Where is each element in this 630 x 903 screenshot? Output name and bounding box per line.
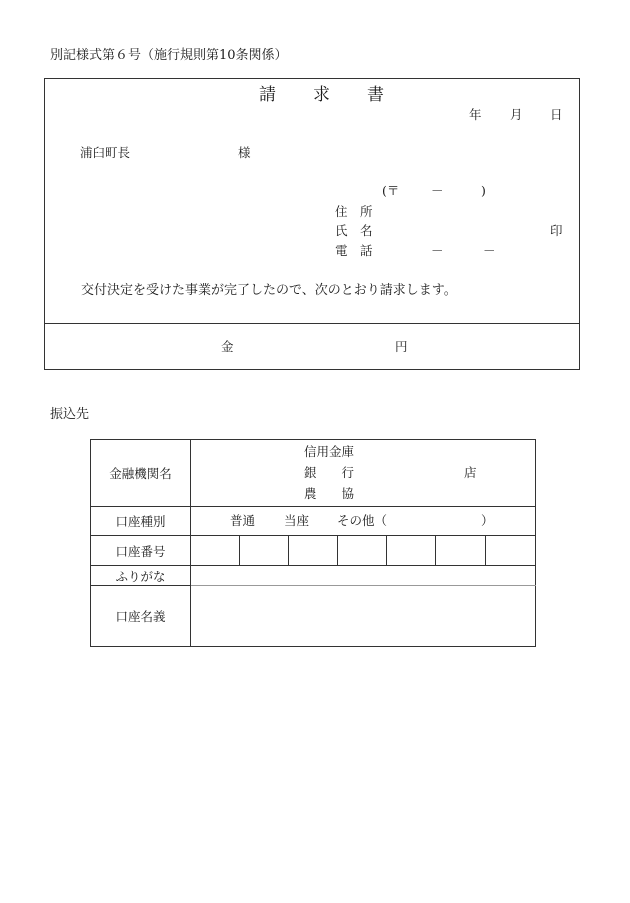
account-number-row bbox=[91, 536, 536, 566]
bank-account-table bbox=[90, 439, 536, 647]
date-month-field[interactable]: 月 bbox=[510, 107, 523, 122]
account-type-other[interactable]: その他（ bbox=[337, 513, 388, 528]
institution-type-agri: 農 協 bbox=[304, 486, 355, 501]
address-label: 住 所 bbox=[335, 204, 373, 219]
request-form-box bbox=[44, 78, 580, 370]
title-char-1: 請 bbox=[259, 85, 276, 105]
furigana-row bbox=[91, 566, 536, 586]
account-type-label: 口座種別 bbox=[91, 507, 191, 536]
phone-dash-1: － bbox=[431, 243, 444, 258]
phone-dash-2: － bbox=[483, 243, 496, 258]
account-type-ordinary[interactable]: 普通 bbox=[230, 513, 256, 528]
form-number-label: 別記様式第６号（施行規則第10条関係） bbox=[50, 48, 288, 63]
account-digit-cell[interactable] bbox=[240, 536, 289, 566]
institution-field[interactable] bbox=[191, 440, 536, 507]
account-name-row bbox=[91, 586, 536, 647]
title-char-3: 書 bbox=[367, 85, 384, 105]
name-label: 氏 名 bbox=[335, 223, 373, 238]
request-statement: 交付決定を受けた事業が完了したので、次のとおり請求します。 bbox=[81, 283, 457, 298]
account-number-label: 口座番号 bbox=[91, 536, 191, 566]
account-digit-cell[interactable] bbox=[436, 536, 486, 566]
transfer-section-label: 振込先 bbox=[50, 407, 90, 422]
amount-unit: 円 bbox=[395, 339, 408, 354]
title-char-2: 求 bbox=[313, 85, 330, 105]
postal-dash: － bbox=[431, 183, 444, 198]
account-type-field[interactable] bbox=[191, 507, 536, 536]
account-type-current[interactable]: 当座 bbox=[284, 513, 310, 528]
account-type-other-close: ） bbox=[481, 513, 494, 528]
account-name-label: 口座名義 bbox=[91, 586, 191, 647]
institution-type-credit: 信用金庫 bbox=[304, 444, 355, 459]
furigana-label: ふりがな bbox=[91, 566, 191, 586]
honorific: 様 bbox=[238, 145, 251, 160]
account-type-row bbox=[91, 507, 536, 536]
postal-open[interactable]: (〒 bbox=[382, 183, 400, 198]
account-digit-cell[interactable] bbox=[338, 536, 387, 566]
institution-row bbox=[91, 440, 536, 507]
institution-type-bank: 銀 行 bbox=[304, 465, 355, 480]
date-day-field[interactable]: 日 bbox=[550, 107, 563, 122]
seal-mark: 印 bbox=[550, 223, 563, 238]
account-digit-cell[interactable] bbox=[289, 536, 338, 566]
account-digit-cell[interactable] bbox=[387, 536, 436, 566]
account-digit-cell[interactable] bbox=[191, 536, 240, 566]
amount-prefix: 金 bbox=[221, 339, 234, 354]
phone-label: 電 話 bbox=[335, 243, 373, 258]
furigana-field[interactable] bbox=[191, 566, 536, 586]
account-name-field[interactable] bbox=[191, 586, 536, 647]
account-digit-cell[interactable] bbox=[486, 536, 536, 566]
branch-label: 店 bbox=[464, 465, 477, 480]
addressee: 浦臼町長 bbox=[80, 145, 131, 160]
postal-close: ) bbox=[481, 183, 486, 198]
amount-divider bbox=[45, 323, 579, 324]
date-year-field[interactable]: 年 bbox=[469, 107, 482, 122]
institution-label: 金融機関名 bbox=[91, 440, 191, 507]
